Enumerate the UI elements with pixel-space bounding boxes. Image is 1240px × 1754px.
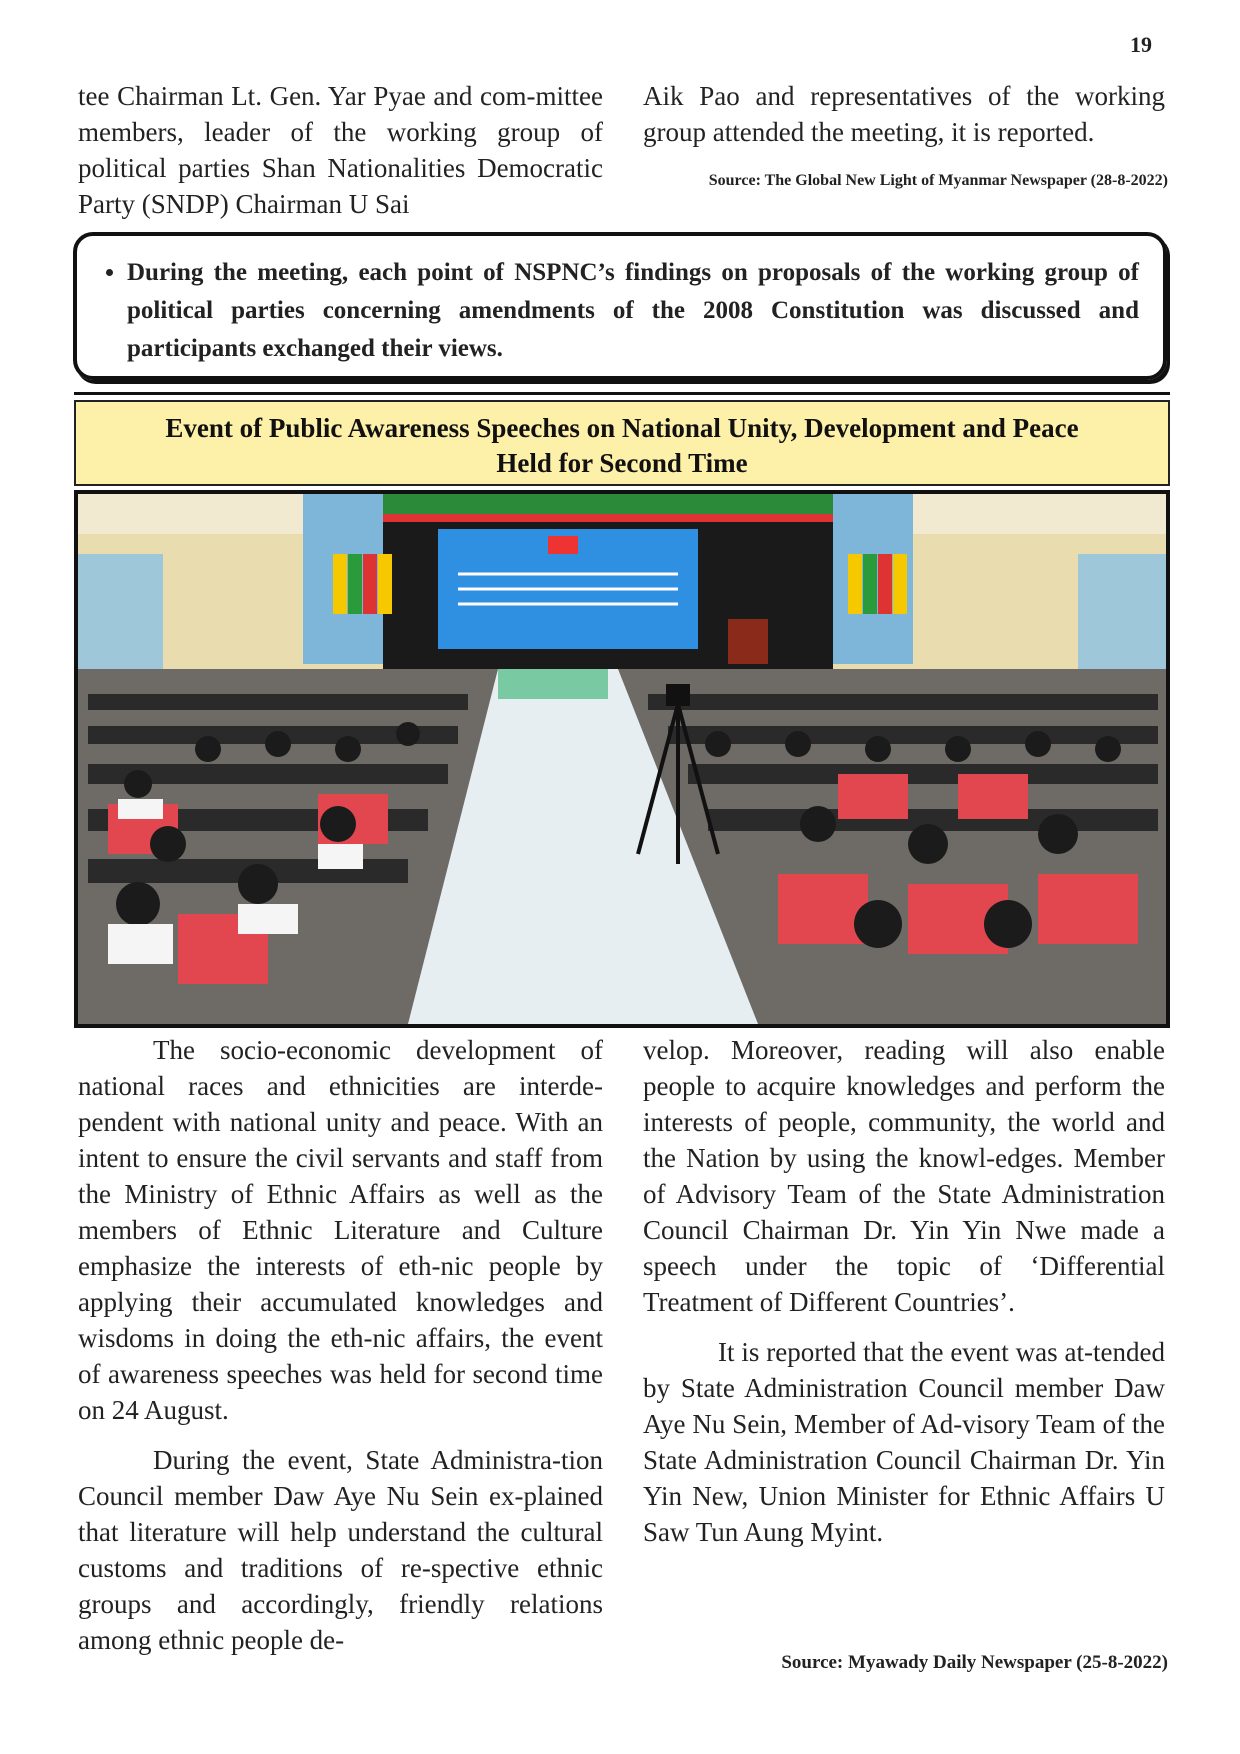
top-article-text-left: tee Chairman Lt. Gen. Yar Pyae and com-mittee members, leader of the working group of political parties Shan Nationalities Democratic Party (SNDP) Chairman U Sai xyxy=(78,81,603,219)
auditorium-illustration xyxy=(78,494,1166,1024)
podium xyxy=(728,619,768,664)
top-article-text-right: Aik Pao and representatives of the working group attended the meeting, it is reported. xyxy=(643,81,1165,147)
article-title-line-2: Held for Second Time xyxy=(496,448,748,478)
article-left-column xyxy=(78,1032,603,1658)
article-right-column xyxy=(643,1032,1165,1550)
article-title-banner xyxy=(74,400,1170,486)
article-paragraph-1: The socio-economic development of national races and ethnicities are interde-pendent with national unity and peace. With an intent to ensure the civil servants and staff from the Ministry of Ethnic Affairs as well as the members of Ethnic Literature and Culture emphasize the interests of eth-nic people by applying their accumulated knowledges and wisdoms in doing the eth-nic affairs, the event of awareness speeches was held for second time on 24 August. xyxy=(78,1035,603,1425)
page-number: 19 xyxy=(1130,32,1152,57)
article-paragraph-3: velop. Moreover, reading will also enable people to acquire knowledges and perform the interests of people, community, the world and the Nation by using the knowl-edges. Member of Advisory Team of the State Administration Council Chairman Dr. Yin Yin Nwe made a speech under the topic of ‘Differential Treatment of Different Countries’. xyxy=(643,1035,1165,1317)
callout-bullet: • During the meeting, each point of NSPNC’s findings on proposals of the working group of political parties concerning amendments of the 2008 Constitution was discussed and participants exchanged their views. xyxy=(127,254,1139,368)
article-paragraph-4: It is reported that the event was at-tended by State Administration Council member Daw Aye Nu Sein, Member of Ad-visory Team of the State Administration Council Chairman Dr. Yin Yin New, Union Minister for Ethnic Affairs U Saw Tun Aung Myint. xyxy=(643,1337,1165,1547)
top-article-left-column xyxy=(78,78,603,222)
article-source: Source: Myawady Daily Newspaper (25-8-2022) xyxy=(781,1652,1168,1673)
top-article-source: Source: The Global New Light of Myanmar Newspaper (28-8-2022) xyxy=(708,172,1168,189)
event-photo xyxy=(74,490,1170,1028)
section-divider xyxy=(74,392,1170,395)
top-article-right-column xyxy=(643,78,1165,150)
article-paragraph-2: During the event, State Administra-tion Council member Daw Aye Nu Sein ex-plained that literature will help understand the cultural customs and traditions of re-spective ethnic groups and accordingly, friendly relations among ethnic people de- xyxy=(78,1445,603,1655)
article-title-line-1: Event of Public Awareness Speeches on National Unity, Development and Peace xyxy=(165,413,1079,443)
callout-box xyxy=(73,232,1167,380)
